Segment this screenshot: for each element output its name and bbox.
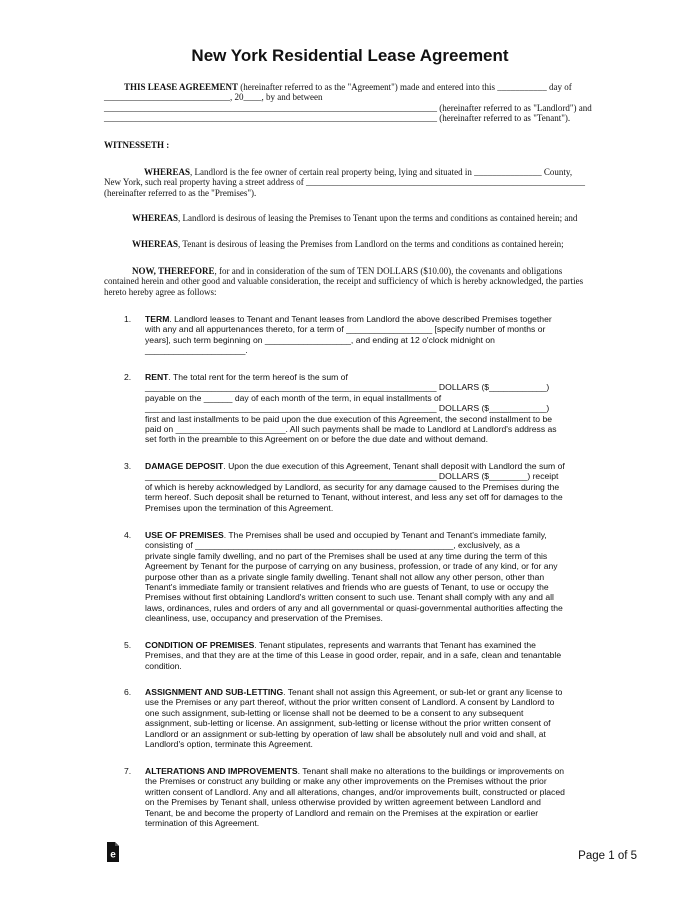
document-title: New York Residential Lease Agreement bbox=[191, 46, 509, 65]
intro-lead: THIS LEASE AGREEMENT bbox=[124, 82, 239, 92]
section-alterations-improvements: ALTERATIONS AND IMPROVEMENTS. Tenant shall make no alterations to the buildings or improvements on the Premises or construct any building or make any other improvements on the Premises without the prior written consent of Landlord. Any and all alterations, changes, and/or improvements built, constructed or placed on the Premises by Tenant shall, unless otherwise provided by written agreement between Landlord and Tenant, be and become the property of Landlord and remain on the Premises at the expiration or earlier termination of this Agreement. bbox=[145, 766, 565, 828]
whereas-2-lead: WHEREAS bbox=[132, 213, 179, 223]
now-line-3: hereto hereby agree as follows: bbox=[104, 286, 217, 297]
whereas-3-lead: WHEREAS bbox=[132, 239, 179, 249]
whereas-1-line-2: New York, such real property having a street address of ______________________________________________________________ bbox=[104, 177, 585, 188]
intro-line-1: (hereinafter referred to as the "Agreement") made and entered into this ___________ day of bbox=[238, 82, 572, 92]
whereas-1-line-1: , Landlord is the fee owner of certain real property being, lying and situated in _______________ County, bbox=[190, 167, 573, 177]
witnesseth-heading: WITNESSETH : bbox=[104, 140, 170, 150]
now-line-2: contained herein and other good and valuable consideration, the receipt and sufficiency of which is hereby acknowledged, the parties bbox=[104, 276, 584, 287]
whereas-3-text: , Tenant is desirous of leasing the Premises from Landlord on the terms and conditions as contained herein; bbox=[178, 239, 564, 249]
section-damage-deposit: DAMAGE DEPOSIT. Upon the due execution of this Agreement, Tenant shall deposit with Landlord the sum of _____________________________________________________________ DOLLARS ($________) receipt of which is hereby acknowledged by Landlord, as security for any damage caused to the Premises during the term hereof. Such deposit shall be returned to Tenant, without interest, and less any set off for damages to the Premises upon the termination of this Agreement. bbox=[145, 461, 565, 513]
section-heading: USE OF PREMISES bbox=[145, 530, 224, 540]
section-number: 2. bbox=[124, 372, 132, 382]
section-assignment-sub-letting: ASSIGNMENT AND SUB-LETTING. Tenant shall not assign this Agreement, or sub-let or grant any license to use the Premises or any part thereof, without the prior written consent of Landlord. A consent by Landlord to one such assignment, sub-letting or license shall not be deemed to be a consent to any subsequent assignment, sub-letting or license. An assignment, sub-letting or license without the prior written consent of Landlord or an assignment or sub-letting by operation of law shall be absolutely null and void and shall, at Landlord's option, terminate this Agreement. bbox=[145, 687, 563, 749]
now-line-1: , for and in consideration of the sum of TEN DOLLARS ($10.00), the covenants and obligations bbox=[214, 266, 563, 276]
section-number: 1. bbox=[124, 314, 132, 324]
section-number: 5. bbox=[124, 640, 132, 650]
section-number: 3. bbox=[124, 461, 132, 471]
section-number: 4. bbox=[124, 530, 132, 540]
whereas-2-text: , Landlord is desirous of leasing the Premises to Tenant upon the terms and conditions as contained herein; and bbox=[178, 213, 578, 223]
section-heading: TERM bbox=[145, 314, 170, 324]
now-therefore-paragraph bbox=[104, 266, 583, 297]
section-heading: DAMAGE DEPOSIT bbox=[145, 461, 224, 471]
section-rent: RENT. The total rent for the term hereof is the sum of _____________________________________________________________ DOLLARS ($____________) payable on the ______ day of each month of the term, in equal installments of _____________________________________________________________ DOLLARS ($____________) first and last installments to be paid upon the due execution of this Agreement, the second installment to be paid on _______________________. All such payments shall be made to Landlord at Landlord's address as set forth in the preamble to this Agreement on or before the due date and without demand. bbox=[145, 372, 557, 445]
eforms-logo-icon bbox=[106, 841, 120, 863]
section-condition-of-premises: CONDITION OF PREMISES. Tenant stipulates, represents and warrants that Tenant has examined the Premises, and that they are at the time of this Lease in good order, repair, and in a safe, clean and tenantable condition. bbox=[145, 640, 562, 671]
section-heading: CONDITION OF PREMISES bbox=[145, 640, 255, 650]
section-use-of-premises: USE OF PREMISES. The Premises shall be used and occupied by Tenant and Tenant's immediate family, consisting of ______________________________________________________, exclusively, as a private single family dwelling, and no part of the Premises shall be used at any time during the term of this Agreement by Tenant for the purpose of carrying on any business, profession, or trade of any kind, or for any purpose other than as a private single family dwelling. Tenant shall not allow any other person, other than Tenant's immediate family or transient relatives and friends who are guests of Tenant, to use or occupy the Premises without first obtaining Landlord's written consent to such use. Tenant shall comply with any and all laws, ordinances, rules and orders of any and all governmental or quasi-governmental authorities affecting the cleanliness, use, occupancy and preservation of the Premises. bbox=[145, 530, 563, 624]
svg-text:e: e bbox=[110, 849, 116, 861]
section-number: 7. bbox=[124, 766, 132, 776]
section-term: TERM. Landlord leases to Tenant and Tenant leases from Landlord the above described Premises together with any and all appurtenances thereto, for a term of __________________ [specify number of months or years], such term beginning on __________________, and ending at 12 o'clock midnight on _____________________. bbox=[145, 314, 552, 356]
section-heading: ASSIGNMENT AND SUB-LETTING bbox=[145, 687, 284, 697]
intro-line-3: __________________________________________________________________________ (hereinafter referred to as "Landlord") and bbox=[104, 102, 592, 113]
section-number: 6. bbox=[124, 687, 132, 697]
whereas-paragraph-1 bbox=[104, 167, 585, 198]
whereas-paragraph-3 bbox=[132, 239, 564, 249]
page-number: Page 1 of 5 bbox=[578, 850, 637, 862]
whereas-1-line-3: (hereinafter referred to as the "Premises"). bbox=[104, 187, 257, 198]
whereas-1-lead: WHEREAS bbox=[144, 167, 191, 177]
section-heading: ALTERATIONS AND IMPROVEMENTS bbox=[145, 766, 298, 776]
section-heading: RENT bbox=[145, 372, 169, 382]
intro-line-4: __________________________________________________________________________ (hereinafter referred to as "Tenant"). bbox=[104, 113, 571, 124]
whereas-paragraph-2 bbox=[132, 213, 577, 223]
intro-line-2: ____________________________, 20____, by and between bbox=[104, 92, 323, 103]
intro-paragraph bbox=[104, 82, 592, 124]
now-lead: NOW, THEREFORE bbox=[132, 266, 215, 276]
